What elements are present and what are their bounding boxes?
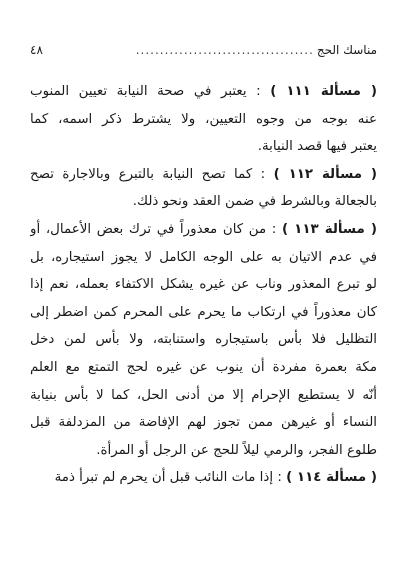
line-text: : كما تصح النيابة بالتبرع وبالاجارة تصح [30,166,274,182]
text-line: أنّه لا يستطيع الإحرام إلا من أدنى الحل، كما لا بأس بنيابة [30,387,377,403]
issue-paragraph-114 [30,464,377,492]
text-line: طلوع الفجر، والرمي ليلاً للحج عن الرجل أو المرأة. [96,442,377,458]
text-line [30,216,377,244]
text-line: التظليل فلا بأس باستيجاره واستنابته، ولا بأس لمن دخل [30,332,377,348]
text-line: يعتبر فيها قصد النيابة. [257,139,377,155]
line-text: : من كان معذوراً في ترك بعض الأعمال، أو [30,221,282,237]
text-line: بالجعالة وبالشرط في ضمن العقد ونحو ذلك. [132,194,377,210]
issue-label: ( مسألة ١١١ ) [270,84,377,99]
page-number: ٤٨ [30,43,43,57]
issue-label: ( مسألة ١١٢ ) [273,166,377,182]
text-line: كان معذوراً في ارتكاب ما يحرم على المحرم كمن اضطر إلى [30,304,377,320]
running-title: مناسك الحج [316,43,377,57]
page-header [30,43,377,61]
issue-label: ( مسألة ١١٤ ) [286,470,377,486]
text-line: في عدم الاتيان به على الوجه الكامل لا يجوز استيجاره، بل [30,249,377,265]
line-text: : يعتبر في صحة النيابة تعيين المنوب [30,84,271,99]
leader-dots: ..................................... [135,43,314,57]
text-line: مكة بعمرة مفردة أن ينوب عن غيره لحج التمتع مع العلم [30,359,377,375]
issue-paragraph-113 [30,216,377,464]
text-line: لو تبرع المعذور وناب عن غيره يشكل الاكتفاء بعمله، نعم إذا [30,277,377,293]
text-line: عنه بوجه من وجوه التعيين، ولا يشترط ذكر اسمه، كما [30,111,377,127]
text-line [30,464,377,492]
text-line [30,161,377,189]
issue-paragraph-112 [30,161,377,216]
issue-label: ( مسألة ١١٣ ) [281,221,377,237]
document-page [30,0,377,563]
text-line: النساء أو غيرهن ممن تجوز لهم الإفاضة من المزدلفة قبل [30,415,377,431]
line-text: : إذا مات النائب قبل أن يحرم لم تبرأ ذمة [54,470,287,486]
page-body [30,78,377,492]
issue-paragraph-111 [30,78,377,161]
text-line [30,78,377,106]
